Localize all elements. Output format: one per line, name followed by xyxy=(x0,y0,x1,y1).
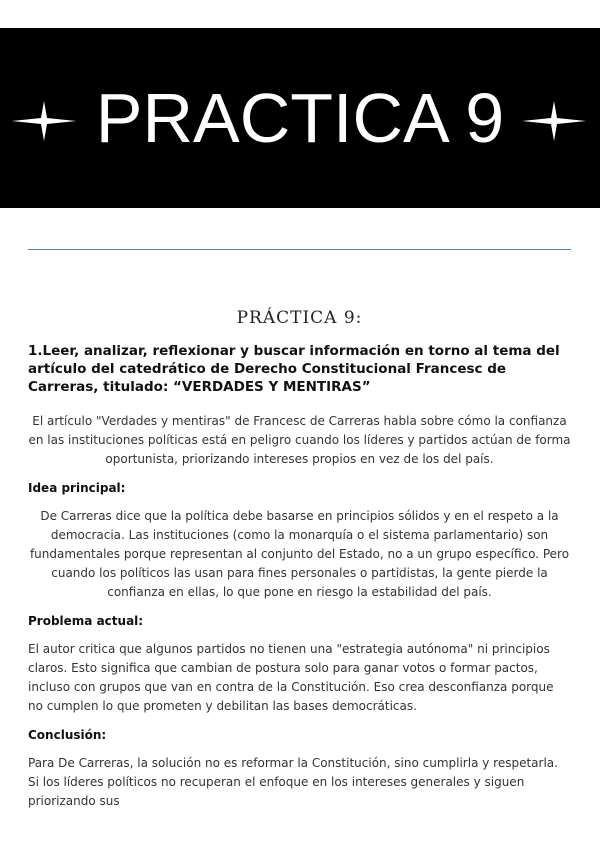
sparkle-left-icon xyxy=(12,101,76,141)
section-body-main-idea: De Carreras dice que la política debe basarse en principios sólidos y en el respeto a la democracia. Las instituciones (como la monarquía o el sistema parlamentario) son fundamentales porque representan al conjunto del Estado, no a un grupo específico. Pero cuando los políticos las usan para fines personales o partidistas, la gente pierde la confianza en ellas, lo que pone en riesgo la estabilidad del país. xyxy=(29,509,570,599)
section-heading-main-idea: Idea principal: xyxy=(28,481,126,495)
question-text: 1.Leer, analizar, reflexionar y buscar información en torno al tema del artículo del catedrático de Derecho Constitucional Francesc de Carreras, titulado: “VERDADES Y MENTIRAS” xyxy=(28,343,560,395)
sparkle-right-icon xyxy=(522,101,586,141)
title-banner xyxy=(0,28,600,208)
section-body-current-problem: El autor critica que algunos partidos no tienen una "estrategia autónoma" ni principios claros. Esto significa que cambian de postura solo para ganar votos o formar pactos, incluso con grupos que van en contra de la Constitución. Eso crea desconfianza porque no cumplen lo que prometen y debilitan las bases democráticas. xyxy=(28,642,554,713)
section-heading-conclusion: Conclusión: xyxy=(28,728,107,742)
divider xyxy=(28,249,571,250)
document-body xyxy=(28,308,571,811)
practice-subtitle: PRÁCTICA 9: xyxy=(236,308,363,328)
banner-title: PRACTICA 9 xyxy=(95,79,505,157)
intro-paragraph: El artículo "Verdades y mentiras" de Francesc de Carreras habla sobre cómo la confianza en las instituciones políticas está en peligro cuando los líderes y partidos actúan de forma oportunista, priorizando intereses propios en vez de los del país. xyxy=(28,414,571,466)
section-heading-current-problem: Problema actual: xyxy=(28,614,144,628)
section-body-conclusion: Para De Carreras, la solución no es reformar la Constitución, sino cumplirla y respetarla. Si los líderes políticos no recuperan el enfoque en los intereses generales y siguen priorizando sus xyxy=(28,756,558,808)
